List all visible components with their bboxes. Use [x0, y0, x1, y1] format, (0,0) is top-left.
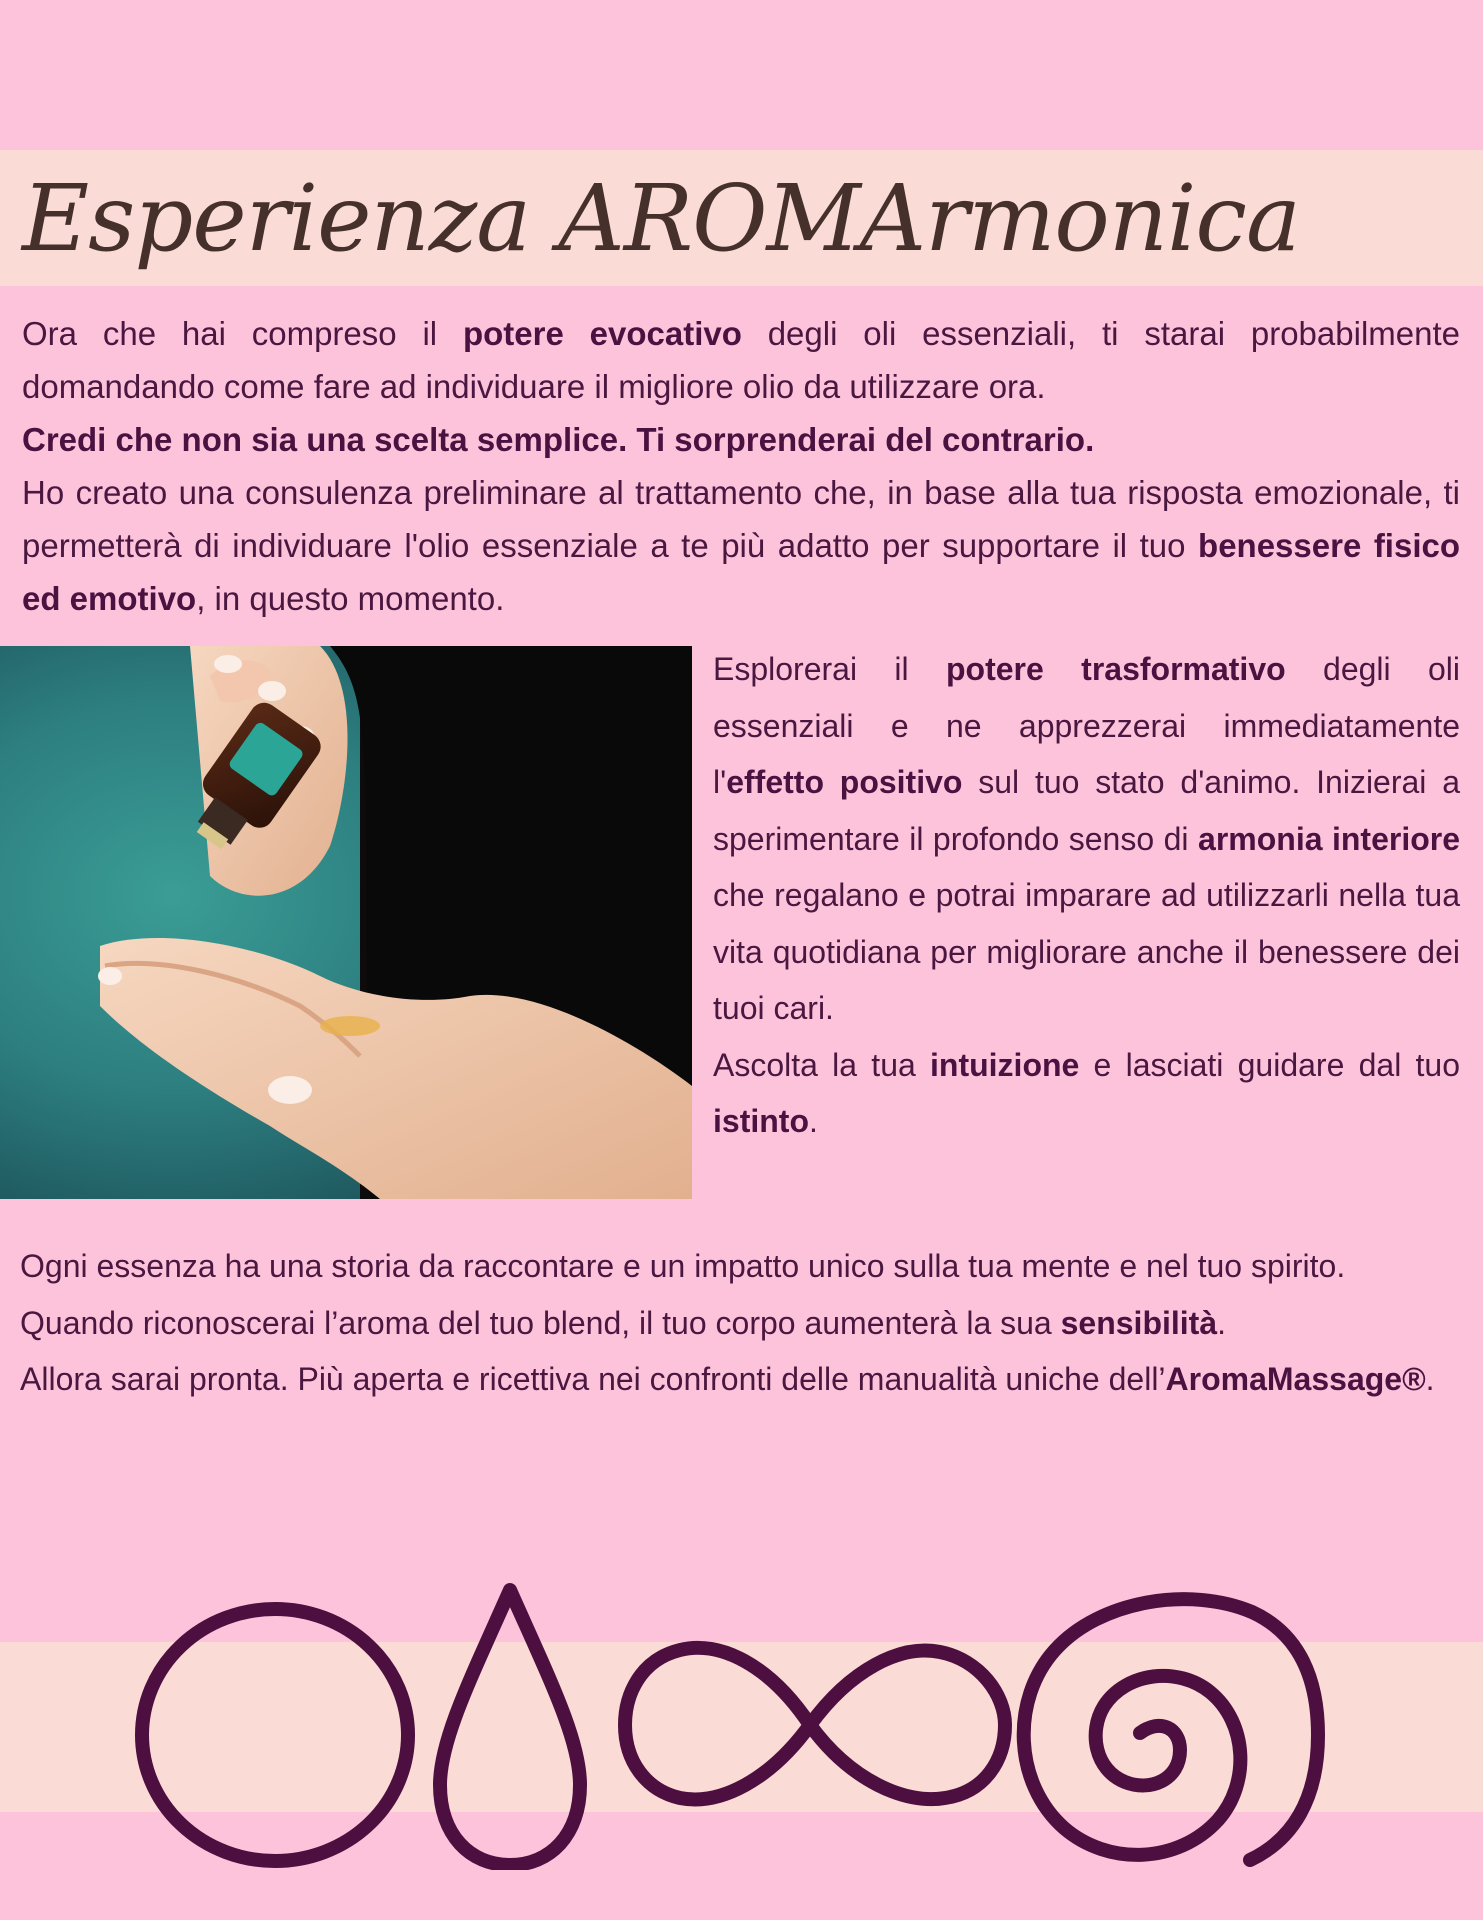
- side-bold: effetto positivo: [726, 764, 963, 800]
- circle-icon: [142, 1609, 408, 1861]
- intro-sentence-2: [22, 413, 1460, 466]
- drop-icon: [440, 1590, 580, 1865]
- side-text: .: [808, 1103, 818, 1139]
- side-bold: istinto: [713, 1103, 809, 1139]
- side-text: che regalano e potrai imparare ad utilizzarli nella tua vita quotidiana per migliorare anche il benessere dei tuoi cari.: [713, 877, 1460, 1026]
- bottom-text: .: [1217, 1304, 1226, 1341]
- side-text: sul tuo stato d'animo. Inizierai a sperimentare il profondo senso di: [713, 764, 1461, 857]
- side-bold: potere trasformativo: [946, 651, 1286, 687]
- symbols-row: [0, 1570, 1483, 1870]
- side-paragraph: [713, 641, 1460, 1150]
- intro-bold: Credi che non sia una scelta semplice. Ti sorprenderai del contrario.: [22, 421, 1095, 458]
- side-text: Esplorerai il: [713, 651, 946, 687]
- intro-paragraph: [22, 307, 1460, 625]
- intro-bold: benessere fisico ed emotivo: [22, 527, 1461, 617]
- side-bold: intuizione: [930, 1046, 1080, 1083]
- intro-sentence-3: [22, 466, 1460, 625]
- bottom-bold: sensibilità: [1060, 1304, 1218, 1341]
- side-text: Ascolta la tua: [713, 1046, 931, 1083]
- page-title: Esperienza AROMArmonica: [22, 164, 1300, 272]
- bottom-bold: AromaMassage®: [1165, 1361, 1426, 1397]
- intro-text: Ora che hai compreso il: [22, 315, 463, 352]
- side-bold: armonia interiore: [1198, 820, 1461, 857]
- bottom-text: Quando riconoscerai l’aroma del tuo blend, il tuo corpo aumenterà la sua: [20, 1304, 1061, 1341]
- intro-text: Ho creato una consulenza preliminare al trattamento che, in base alla tua risposta emozionale, ti permetterà di individuare l'olio essenziale a te più adatto per supportare il tuo: [22, 474, 1460, 564]
- bottom-text: Allora sarai pronta. Più aperta e ricettiva nei confronti delle manualità uniche dell’: [20, 1361, 1166, 1397]
- side-text: e lasciati guidare dal tuo: [1079, 1046, 1461, 1083]
- infinity-icon: [625, 1648, 1005, 1800]
- spiral-icon: [1024, 1599, 1318, 1860]
- essential-oil-photo: [0, 646, 692, 1199]
- intro-bold: potere evocativo: [462, 315, 742, 352]
- intro-sentence-1: [22, 307, 1460, 413]
- bottom-paragraph: [20, 1238, 1460, 1408]
- intro-text: , in questo momento.: [196, 580, 505, 617]
- side-text: degli oli essenziali e ne apprezzerai immediatamente l': [713, 651, 1460, 800]
- bottom-text: Ogni essenza ha una storia da raccontare e un impatto unico sulla tua mente e nel tuo spirito.: [20, 1248, 1346, 1284]
- bottom-text: .: [1425, 1361, 1435, 1397]
- intro-text: degli oli essenziali, ti starai probabilmente domandando come fare ad individuare il migliore olio da utilizzare ora.: [22, 315, 1460, 405]
